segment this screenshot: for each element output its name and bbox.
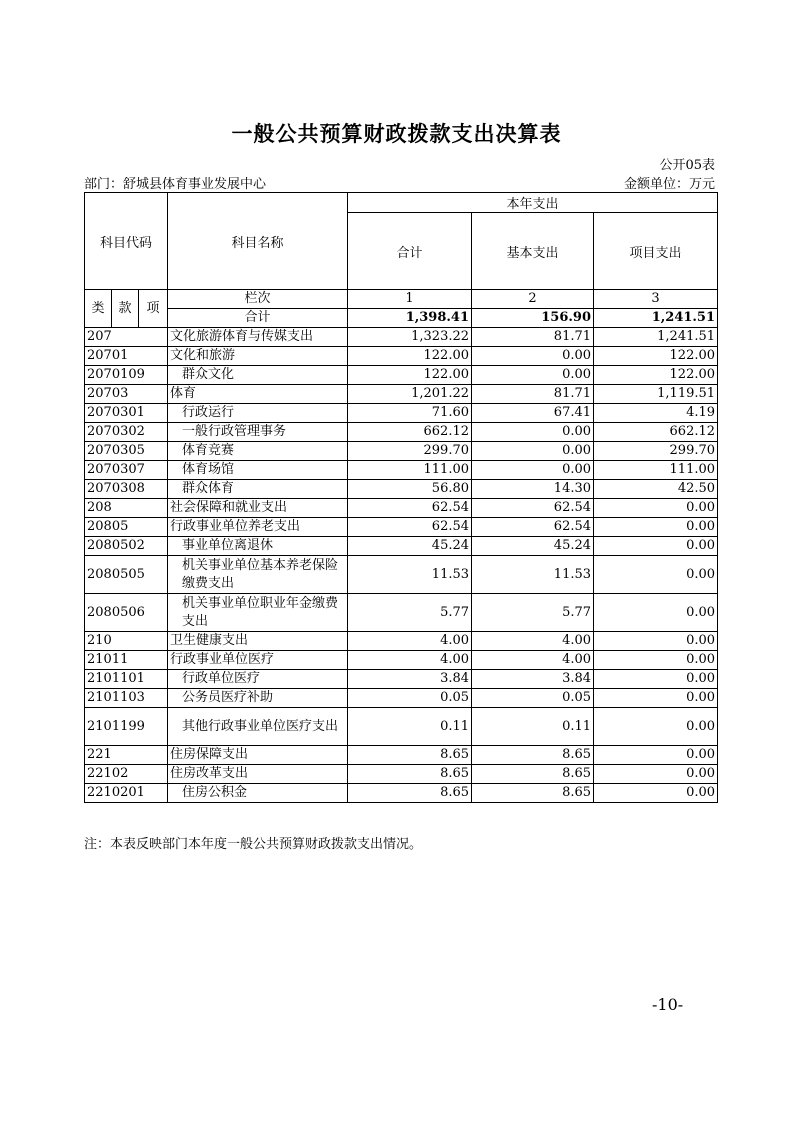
header-basic: 基本支出	[472, 213, 594, 290]
table-row	[85, 670, 718, 689]
amount-unit-label: 金额单位：万元	[623, 177, 715, 192]
row-code: 2210201	[85, 784, 168, 803]
row-code: 210	[85, 632, 168, 651]
row-project: 0.00	[594, 518, 718, 537]
header-code: 科目代码	[85, 193, 168, 290]
table-row	[85, 537, 718, 556]
row-project: 0.00	[594, 499, 718, 518]
header-xiang: 项	[139, 290, 168, 328]
table-row	[85, 784, 718, 803]
row-code: 20805	[85, 518, 168, 537]
row-project: 42.50	[594, 480, 718, 499]
row-total: 71.60	[348, 404, 472, 423]
column-index-3: 3	[594, 290, 718, 309]
row-name: 群众体育	[168, 480, 348, 499]
row-project: 122.00	[594, 366, 718, 385]
row-name: 社会保障和就业支出	[168, 499, 348, 518]
table-row	[85, 708, 718, 746]
row-total: 1,323.22	[348, 328, 472, 347]
row-name: 其他行政事业单位医疗支出	[168, 708, 348, 746]
row-code: 2070109	[85, 366, 168, 385]
row-project: 0.00	[594, 670, 718, 689]
row-code: 2101101	[85, 670, 168, 689]
row-total: 4.00	[348, 632, 472, 651]
column-index-row	[85, 290, 718, 309]
row-basic: 4.00	[472, 632, 594, 651]
row-project: 0.00	[594, 689, 718, 708]
row-code: 2070305	[85, 442, 168, 461]
row-code: 2070308	[85, 480, 168, 499]
row-name: 体育竞赛	[168, 442, 348, 461]
table-row	[85, 689, 718, 708]
row-name: 行政事业单位养老支出	[168, 518, 348, 537]
header-name: 科目名称	[168, 193, 348, 290]
total-basic: 156.90	[472, 309, 594, 328]
row-total: 122.00	[348, 366, 472, 385]
row-code: 207	[85, 328, 168, 347]
row-basic: 5.77	[472, 594, 594, 632]
row-total: 4.00	[348, 651, 472, 670]
row-total: 56.80	[348, 480, 472, 499]
row-name: 体育	[168, 385, 348, 404]
page-title: 一般公共预算财政拨款支出决算表	[231, 122, 562, 146]
row-basic: 67.41	[472, 404, 594, 423]
row-project: 4.19	[594, 404, 718, 423]
row-basic: 11.53	[472, 556, 594, 594]
row-project: 0.00	[594, 556, 718, 594]
row-total: 1,201.22	[348, 385, 472, 404]
table-row	[85, 328, 718, 347]
header-kuan: 款	[112, 290, 139, 328]
table-row	[85, 499, 718, 518]
row-total: 0.05	[348, 689, 472, 708]
row-total: 662.12	[348, 423, 472, 442]
total-label: 合计	[168, 309, 348, 328]
table-row	[85, 404, 718, 423]
table-row	[85, 385, 718, 404]
row-name: 行政单位医疗	[168, 670, 348, 689]
table-row	[85, 594, 718, 632]
row-project: 1,241.51	[594, 328, 718, 347]
header-lei: 类	[85, 290, 112, 328]
header-total: 合计	[348, 213, 472, 290]
total-amount: 1,398.41	[348, 309, 472, 328]
row-project: 0.00	[594, 784, 718, 803]
expenditure-table	[84, 192, 718, 803]
table-row	[85, 423, 718, 442]
row-code: 22102	[85, 765, 168, 784]
table-body	[85, 193, 718, 803]
row-basic: 8.65	[472, 746, 594, 765]
row-basic: 45.24	[472, 537, 594, 556]
row-name: 事业单位离退休	[168, 537, 348, 556]
row-total: 62.54	[348, 499, 472, 518]
department-label: 部门：舒城县体育事业发展中心	[84, 177, 267, 192]
table-row	[85, 461, 718, 480]
header-current-year: 本年支出	[348, 193, 718, 213]
row-name: 公务员医疗补助	[168, 689, 348, 708]
row-name: 群众文化	[168, 366, 348, 385]
form-number: 公开05表	[659, 158, 715, 173]
table-row	[85, 746, 718, 765]
row-code: 2080506	[85, 594, 168, 632]
row-project: 0.00	[594, 708, 718, 746]
page-number: -10-	[652, 995, 684, 1014]
row-project: 122.00	[594, 347, 718, 366]
total-project: 1,241.51	[594, 309, 718, 328]
table-row	[85, 765, 718, 784]
row-total: 3.84	[348, 670, 472, 689]
row-name: 住房公积金	[168, 784, 348, 803]
row-code: 20701	[85, 347, 168, 366]
row-basic: 0.00	[472, 366, 594, 385]
row-project: 111.00	[594, 461, 718, 480]
header-project: 项目支出	[594, 213, 718, 290]
row-total: 8.65	[348, 784, 472, 803]
row-total: 45.24	[348, 537, 472, 556]
row-code: 2070301	[85, 404, 168, 423]
row-code: 2070302	[85, 423, 168, 442]
table-row	[85, 632, 718, 651]
row-code: 221	[85, 746, 168, 765]
row-name: 机关事业单位职业年金缴费支出	[168, 594, 348, 632]
row-total: 8.65	[348, 746, 472, 765]
row-total: 299.70	[348, 442, 472, 461]
row-basic: 0.05	[472, 689, 594, 708]
row-name: 文化旅游体育与传媒支出	[168, 328, 348, 347]
row-name: 机关事业单位基本养老保险缴费支出	[168, 556, 348, 594]
row-project: 1,119.51	[594, 385, 718, 404]
table-row	[85, 651, 718, 670]
row-basic: 0.00	[472, 423, 594, 442]
table-note: 注：本表反映部门本年度一般公共预算财政拨款支出情况。	[84, 837, 423, 852]
row-name: 行政运行	[168, 404, 348, 423]
row-basic: 8.65	[472, 784, 594, 803]
row-basic: 81.71	[472, 385, 594, 404]
row-total: 122.00	[348, 347, 472, 366]
row-basic: 0.00	[472, 442, 594, 461]
table-row	[85, 366, 718, 385]
row-total: 0.11	[348, 708, 472, 746]
table-row	[85, 556, 718, 594]
row-basic: 14.30	[472, 480, 594, 499]
row-code: 2080505	[85, 556, 168, 594]
row-basic: 4.00	[472, 651, 594, 670]
row-name: 文化和旅游	[168, 347, 348, 366]
row-code: 20703	[85, 385, 168, 404]
row-total: 5.77	[348, 594, 472, 632]
row-project: 0.00	[594, 537, 718, 556]
row-basic: 62.54	[472, 499, 594, 518]
row-project: 0.00	[594, 746, 718, 765]
column-index-1: 1	[348, 290, 472, 309]
table-row	[85, 518, 718, 537]
column-index-2: 2	[472, 290, 594, 309]
row-basic: 0.00	[472, 461, 594, 480]
row-name: 一般行政管理事务	[168, 423, 348, 442]
row-total: 111.00	[348, 461, 472, 480]
row-basic: 62.54	[472, 518, 594, 537]
row-code: 2080502	[85, 537, 168, 556]
row-total: 62.54	[348, 518, 472, 537]
row-name: 住房改革支出	[168, 765, 348, 784]
row-project: 662.12	[594, 423, 718, 442]
row-code: 208	[85, 499, 168, 518]
row-total: 11.53	[348, 556, 472, 594]
row-project: 299.70	[594, 442, 718, 461]
row-project: 0.00	[594, 651, 718, 670]
row-name: 行政事业单位医疗	[168, 651, 348, 670]
row-code: 21011	[85, 651, 168, 670]
table-row	[85, 480, 718, 499]
row-project: 0.00	[594, 594, 718, 632]
row-basic: 0.11	[472, 708, 594, 746]
row-code: 2101199	[85, 708, 168, 746]
row-project: 0.00	[594, 632, 718, 651]
header-row-1	[85, 193, 718, 213]
row-total: 8.65	[348, 765, 472, 784]
row-basic: 3.84	[472, 670, 594, 689]
column-label: 栏次	[168, 290, 348, 309]
row-code: 2101103	[85, 689, 168, 708]
row-code: 2070307	[85, 461, 168, 480]
row-name: 卫生健康支出	[168, 632, 348, 651]
total-row	[85, 309, 718, 328]
row-name: 体育场馆	[168, 461, 348, 480]
row-basic: 81.71	[472, 328, 594, 347]
row-project: 0.00	[594, 765, 718, 784]
row-basic: 0.00	[472, 347, 594, 366]
row-basic: 8.65	[472, 765, 594, 784]
row-name: 住房保障支出	[168, 746, 348, 765]
table-row	[85, 347, 718, 366]
table-row	[85, 442, 718, 461]
